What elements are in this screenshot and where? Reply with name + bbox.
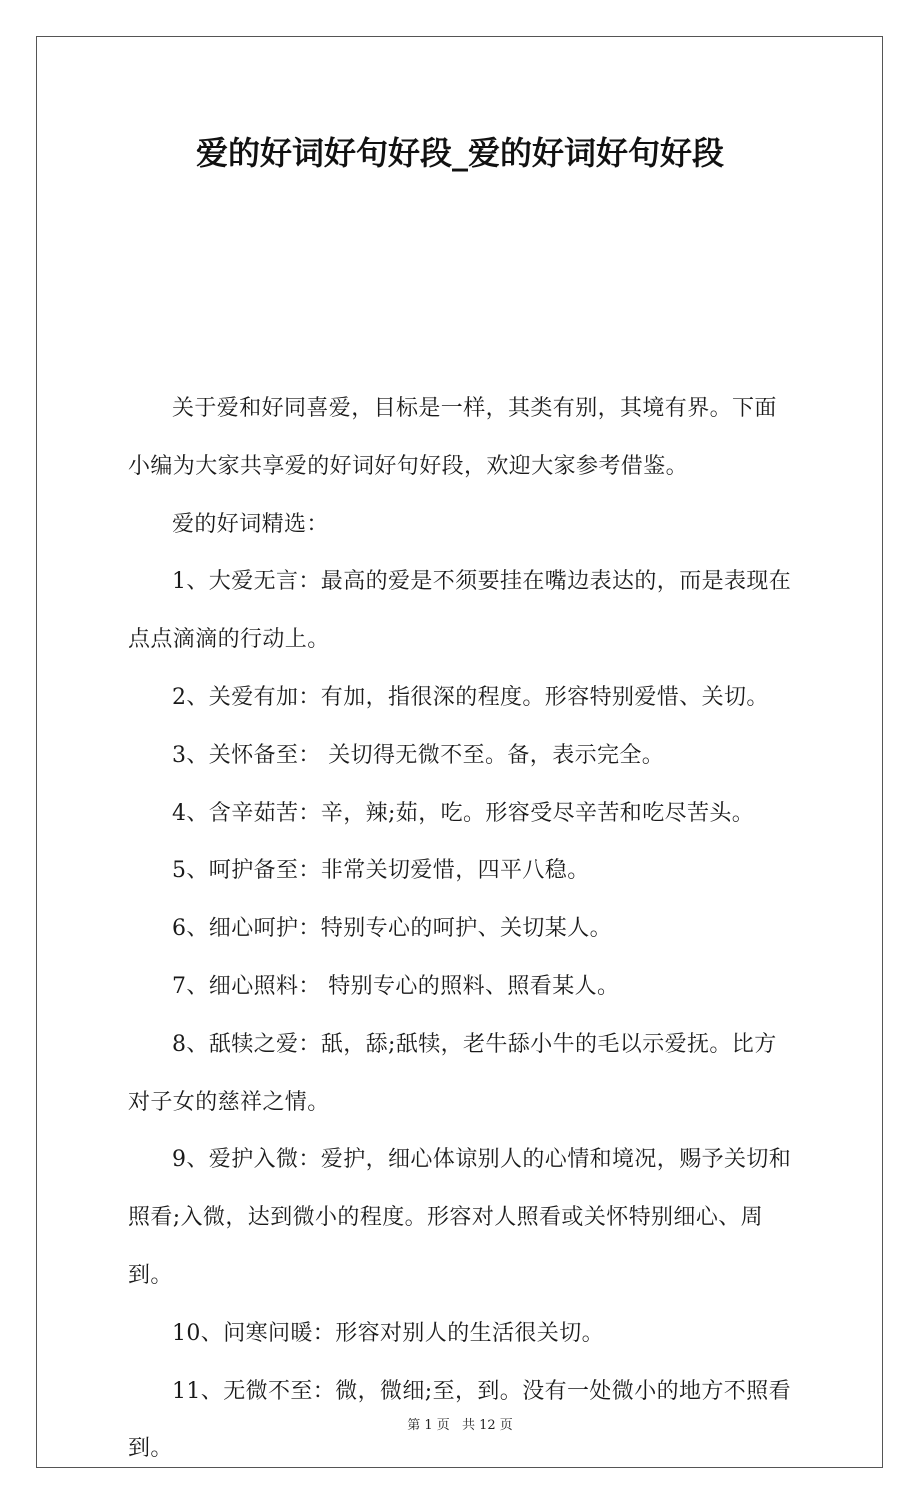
document-body: [128, 380, 796, 1478]
section-heading: 爱的好词精选：: [172, 511, 329, 537]
list-item: 11、无微不至：微，微细;至，到。没有一处微小的地方不照看到。: [128, 1378, 792, 1462]
list-item: 7、细心照料： 特别专心的照料、照看某人。: [172, 973, 620, 999]
document-title: 爱的好词好句好段_爱的好词好句好段: [195, 134, 724, 172]
page-number: 第 1 页: [407, 1418, 450, 1433]
list-item: 9、爱护入微：爱护，细心体谅别人的心情和境况，赐予关切和照看;入微，达到微小的程度。形容对人照看或关怀特别细心、周到。: [128, 1147, 792, 1288]
list-item: 3、关怀备至： 关切得无微不至。备，表示完全。: [172, 742, 665, 768]
intro-paragraph: 关于爱和好同喜爱，目标是一样，其类有别，其境有界。下面小编为大家共享爱的好词好句好段，欢迎大家参考借鉴。: [128, 396, 777, 479]
list-item: 2、关爱有加：有加，指很深的程度。形容特别爱惜、关切。: [172, 684, 769, 710]
page-total: 共 12 页: [461, 1418, 513, 1433]
list-item: 1、大爱无言：最高的爱是不须要挂在嘴边表达的，而是表现在点点滴滴的行动上。: [128, 569, 792, 653]
list-item: 10、问寒问暖：形容对别人的生活很关切。: [172, 1320, 604, 1346]
page-footer: [0, 1414, 920, 1433]
list-item: 8、舐犊之爱：舐，舔;舐犊，老牛舔小牛的毛以示爱抚。比方对子女的慈祥之情。: [128, 1031, 777, 1115]
list-item: 6、细心呵护：特别专心的呵护、关切某人。: [172, 916, 612, 942]
list-item: 4、含辛茹苦：辛，辣;茹，吃。形容受尽辛苦和吃尽苦头。: [172, 800, 755, 826]
list-item: 5、呵护备至：非常关切爱惜，四平八稳。: [172, 858, 590, 884]
